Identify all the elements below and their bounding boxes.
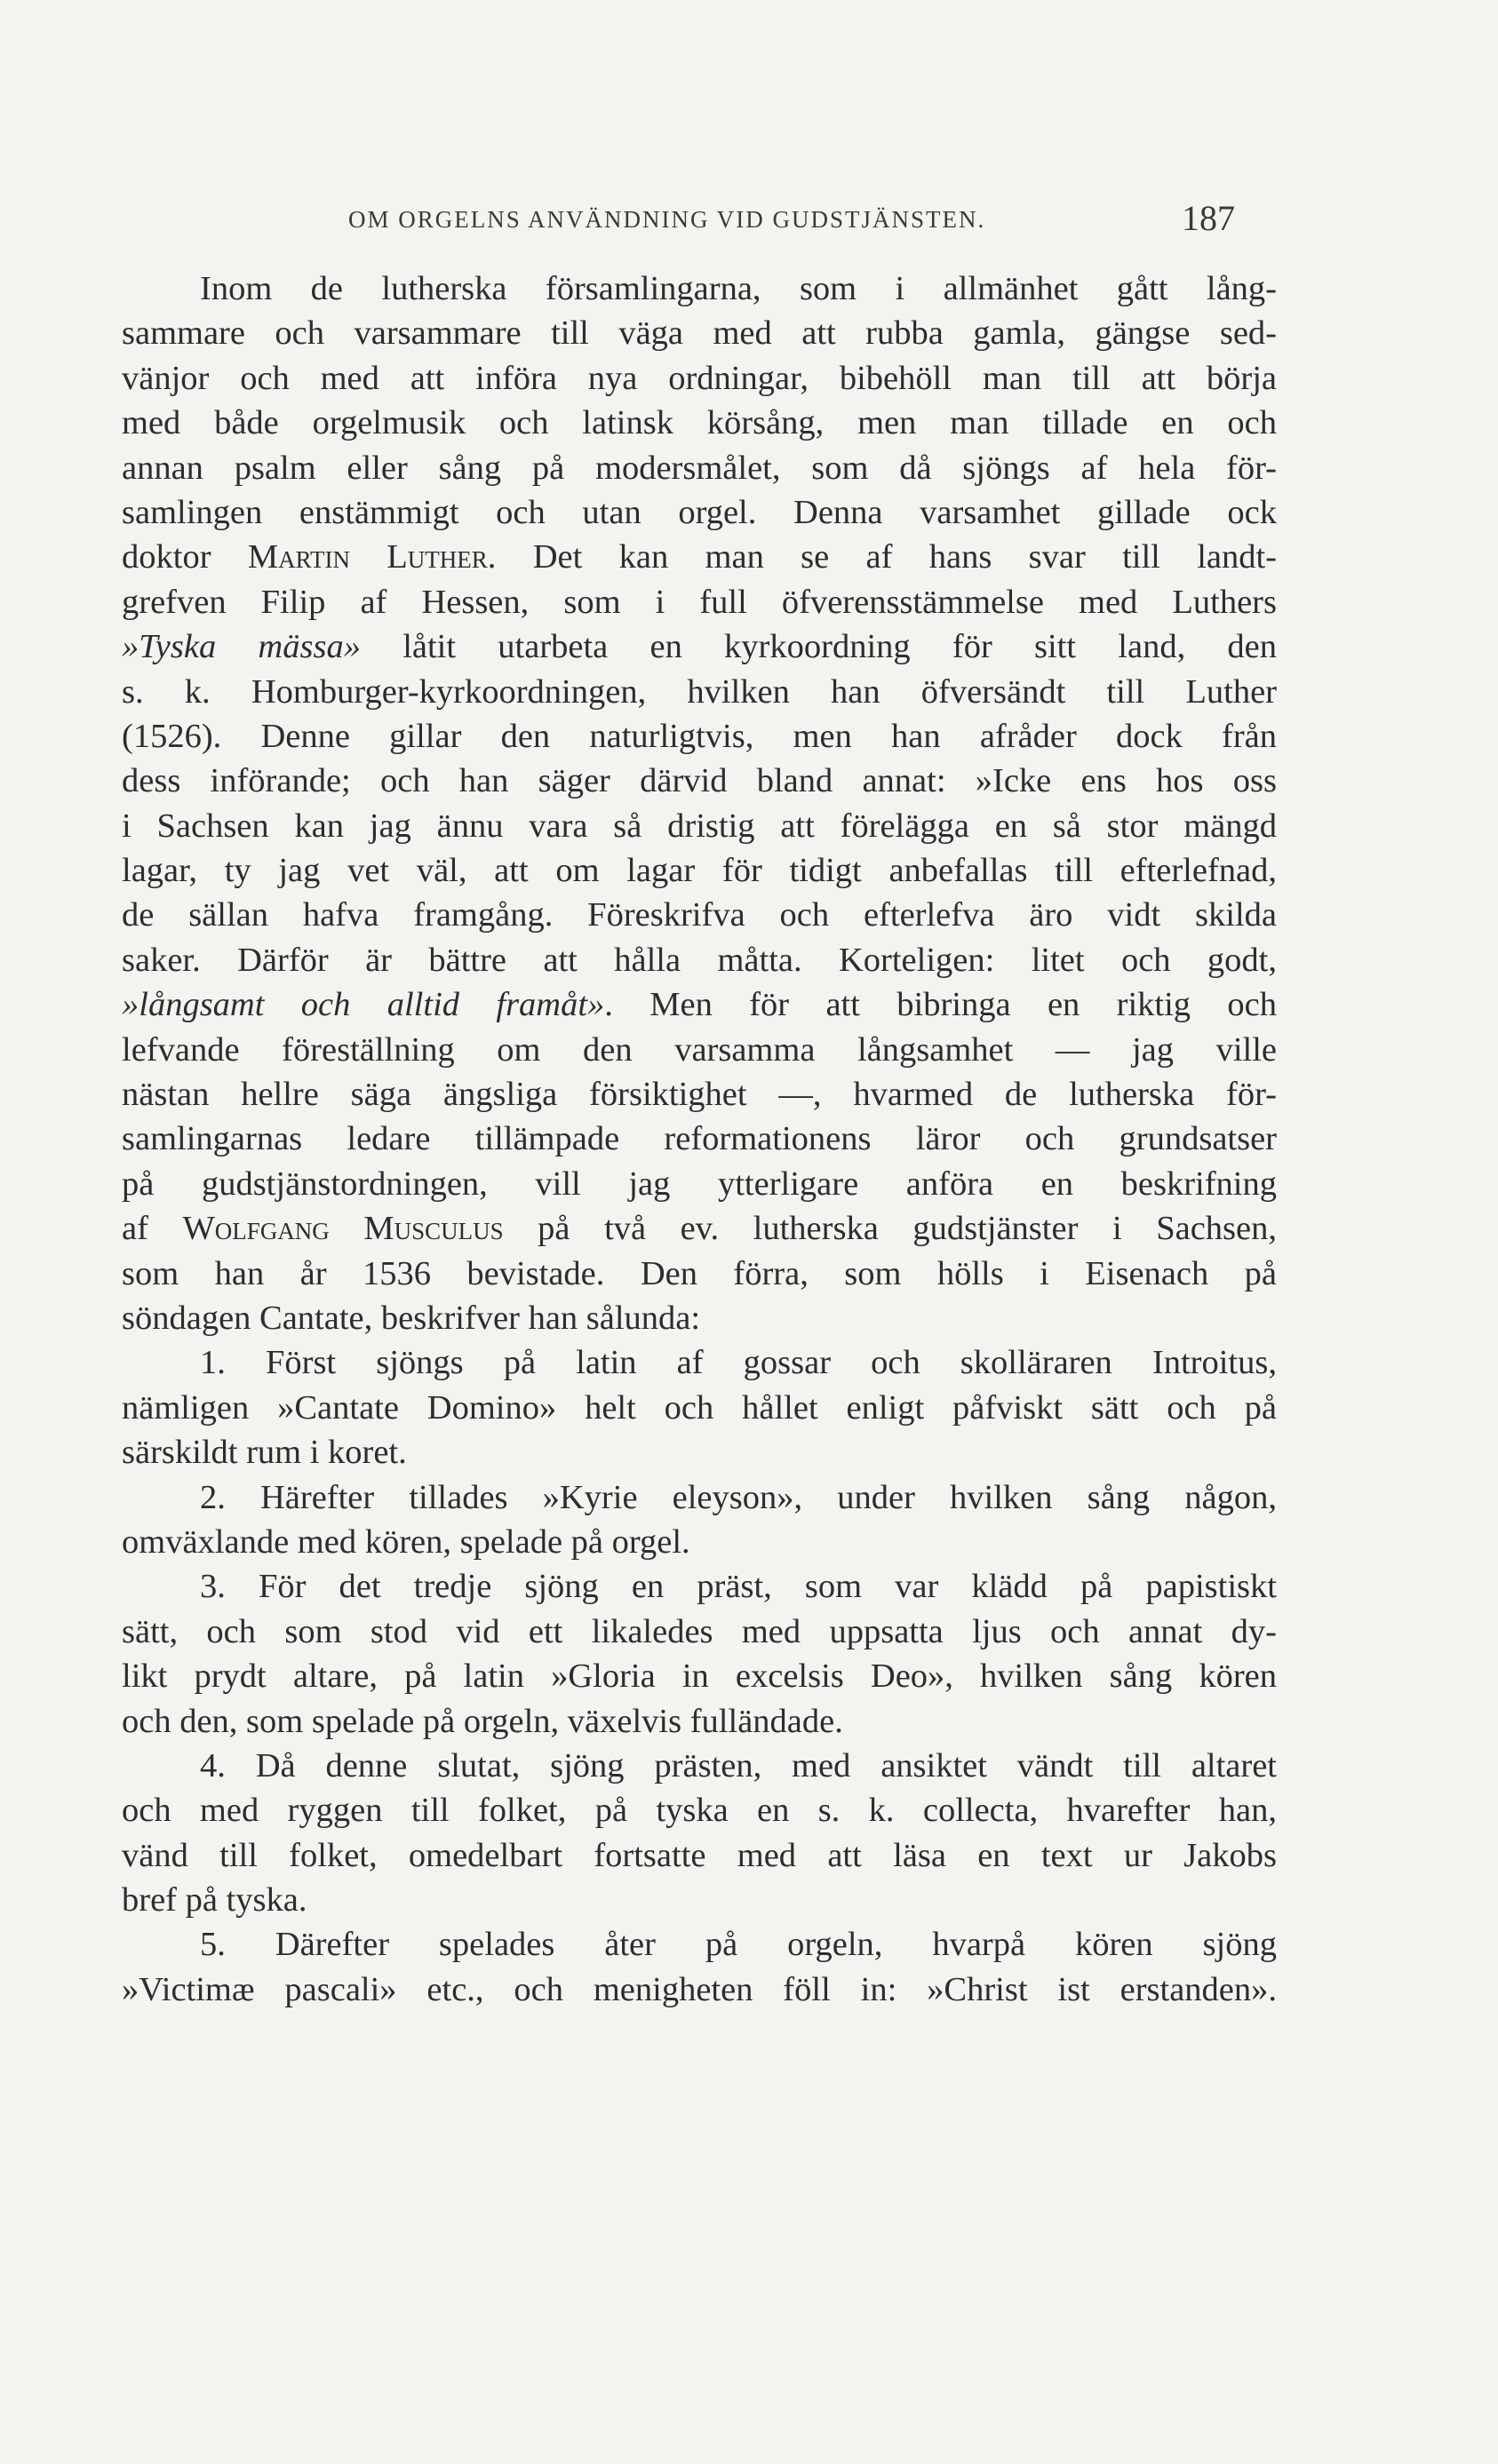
text-line bbox=[122, 624, 1277, 669]
text-line: nämligen »Cantate Domino» helt och hållet enligt påfviskt sätt och på bbox=[122, 1388, 1277, 1427]
page-number: 187 bbox=[1182, 198, 1235, 238]
text-segment: . Det kan man se af hans svar till landt- bbox=[487, 538, 1277, 576]
text-line: sammare och varsammare till väga med att rubba gamla, gängse sed- bbox=[122, 314, 1277, 353]
text-line: dess införande; och han säger därvid bland annat: »Icke ens hos oss bbox=[122, 762, 1277, 800]
text-segment: låtit utarbeta en kyrkoordning för sitt land, den bbox=[360, 628, 1278, 666]
italic-quote: »långsamt och alltid framåt» bbox=[122, 986, 605, 1024]
text-line bbox=[122, 535, 1277, 579]
text-segment: på två ev. lutherska gudstjänster i Sachsen, bbox=[503, 1210, 1277, 1248]
body-text bbox=[122, 266, 1277, 2012]
text-line: särskildt rum i koret. bbox=[122, 1434, 407, 1472]
text-line: bref på tyska. bbox=[122, 1881, 307, 1920]
text-segment: doktor bbox=[122, 538, 248, 576]
text-line: likt prydt altare, på latin »Gloria in excelsis Deo», hvilken sång kören bbox=[122, 1657, 1277, 1696]
text-line: samlingen enstämmigt och utan orgel. Denna varsamhet gillade ock bbox=[122, 493, 1277, 531]
text-line: (1526). Denne gillar den naturligtvis, men han afråder dock från bbox=[122, 717, 1277, 755]
text-line bbox=[122, 982, 1277, 1027]
text-line: 4. Då denne slutat, sjöng prästen, med ansiktet vändt till altaret bbox=[200, 1746, 1277, 1784]
text-line: 1. Först sjöngs på latin af gossar och skolläraren Introitus, bbox=[200, 1344, 1277, 1382]
text-line: samlingarnas ledare tillämpade reformationens läror och grundsatser bbox=[122, 1120, 1277, 1158]
running-title: OM ORGELNS ANVÄNDNING VID GUDSTJÄNSTEN. bbox=[348, 206, 986, 233]
text-segment: . Men för att bibringa en riktig och bbox=[604, 986, 1277, 1024]
text-line: vänjor och med att införa nya ordningar, bibehöll man till att börja bbox=[122, 359, 1277, 397]
text-line: och den, som spelade på orgeln, växelvis fulländade. bbox=[122, 1702, 843, 1740]
text-line: s. k. Homburger-kyrkoordningen, hvilken han öfversändt till Luther bbox=[122, 672, 1277, 711]
text-line: med både orgelmusik och latinsk körsång, men man tillade en och bbox=[122, 404, 1277, 442]
text-line: omväxlande med kören, spelade på orgel. bbox=[122, 1522, 690, 1561]
text-line: de sällan hafva framgång. Föreskrifva och efterlefva äro vidt skilda bbox=[122, 896, 1277, 934]
text-segment: af bbox=[122, 1210, 183, 1248]
text-line: 5. Därefter spelades åter på orgeln, hvarpå kören sjöng bbox=[200, 1926, 1277, 1964]
person-name: Martin Luther bbox=[247, 538, 488, 576]
text-line: lagar, ty jag vet väl, att om lagar för tidigt anbefallas till efterlefnad, bbox=[122, 852, 1277, 890]
text-line: sätt, och som stod vid ett likaledes med uppsatta ljus och annat dy- bbox=[122, 1612, 1277, 1650]
text-line: annan psalm eller sång på modersmålet, som då sjöngs af hela för- bbox=[122, 449, 1277, 487]
text-line: vänd till folket, omedelbart fortsatte med att läsa en text ur Jakobs bbox=[122, 1836, 1277, 1874]
text-line: i Sachsen kan jag ännu vara så dristig att förelägga en så stor mängd bbox=[122, 807, 1277, 845]
text-line: söndagen Cantate, beskrifver han sålunda: bbox=[122, 1299, 701, 1337]
text-line bbox=[122, 1206, 1277, 1251]
text-line: »Victimæ pascali» etc., och menigheten föll in: »Christ ist erstanden». bbox=[122, 1970, 1277, 2008]
text-line: Inom de lutherska församlingarna, som i allmänhet gått lång- bbox=[200, 270, 1277, 307]
text-line: 3. För det tredje sjöng en präst, som var klädd på papistiskt bbox=[200, 1568, 1277, 1606]
text-line: nästan hellre säga ängsliga försiktighet —, hvarmed de lutherska för- bbox=[122, 1076, 1277, 1114]
text-line: saker. Därför är bättre att hålla måtta. Korteligen: litet och godt, bbox=[122, 941, 1277, 979]
text-line: och med ryggen till folket, på tyska en s. k. collecta, hvarefter han, bbox=[122, 1792, 1277, 1830]
text-line: grefven Filip af Hessen, som i full öfverensstämmelse med Luthers bbox=[122, 583, 1277, 621]
text-line: som han år 1536 bevistade. Den förra, som hölls i Eisenach på bbox=[122, 1254, 1277, 1292]
text-line: lefvande föreställning om den varsamma långsamhet — jag ville bbox=[122, 1030, 1277, 1069]
text-line: på gudstjänstordningen, vill jag ytterligare anföra en beskrifning bbox=[122, 1164, 1277, 1203]
text-line: 2. Härefter tillades »Kyrie eleyson», under hvilken sång någon, bbox=[200, 1478, 1277, 1516]
person-name: Wolfgang Musculus bbox=[182, 1210, 504, 1248]
italic-title: »Tyska mässa» bbox=[122, 628, 361, 666]
